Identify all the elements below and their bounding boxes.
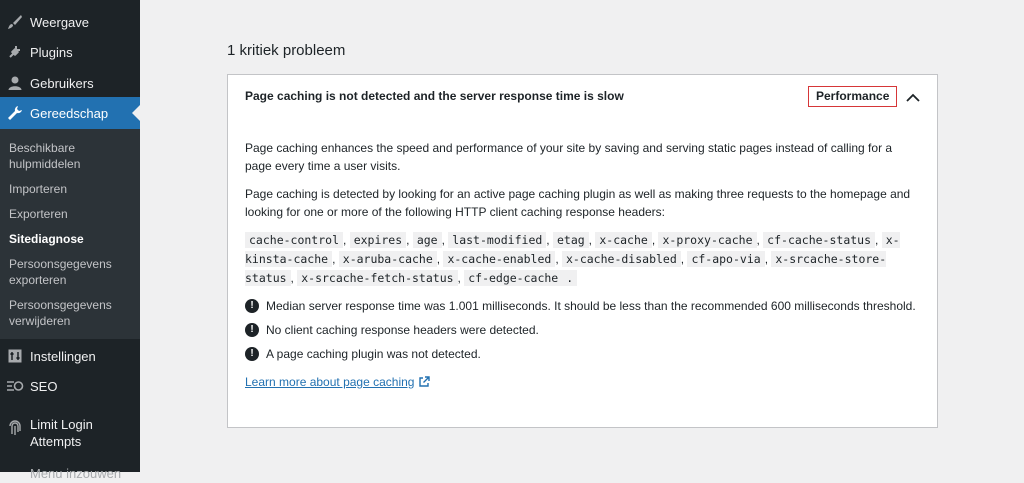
finding-item	[245, 345, 920, 363]
menu-label: SEO	[30, 378, 58, 394]
learn-more-text: Learn more about page caching	[245, 375, 415, 389]
description-paragraph: Page caching enhances the speed and performance of your site by saving and serving static pages instead of calling for a page every time a user visits.	[245, 141, 893, 173]
learn-more-link[interactable]	[245, 373, 430, 391]
issue-body	[245, 139, 920, 391]
header-code: x-cache-disabled	[562, 251, 681, 267]
header-code: last-modified	[448, 232, 546, 248]
header-list: cache-control , expires , age , last-modified , etag , x-cache , x-proxy-cache , cf-cache-status , x-kinsta-cache , x-aruba-cache , x-cache-enabled , x-cache-disabled , cf-apo-via , x-srcache-store-status , x-srcache-fetch-status , cf-edge-cache .	[245, 233, 900, 285]
warning-icon: !	[245, 323, 259, 337]
header-code: x-proxy-cache	[658, 232, 756, 248]
header-code: cf-cache-status	[763, 232, 875, 248]
external-link-icon	[418, 376, 430, 388]
settings-sliders-icon	[0, 348, 30, 364]
menu-item-gereedschap[interactable]	[0, 97, 140, 129]
warning-icon: !	[245, 299, 259, 313]
menu-item-gebruikers[interactable]	[0, 70, 140, 96]
menu-label: Weergave	[30, 14, 90, 30]
submenu-item-importeren[interactable]: Importeren	[9, 182, 68, 196]
submenu-item-persoonsgegevens-verwijderen[interactable]: Persoonsgegevens verwijderen	[9, 298, 112, 328]
menu-item-weergave[interactable]	[0, 9, 140, 35]
header-code: cache-control	[245, 232, 343, 248]
finding-item	[245, 297, 920, 315]
admin-sidebar	[0, 0, 140, 481]
menu-item-instellingen[interactable]	[0, 343, 140, 369]
wrench-icon	[0, 105, 30, 121]
header-code: x-srcache-fetch-status	[297, 270, 457, 286]
submenu-item-exporteren[interactable]: Exporteren	[9, 207, 68, 221]
finding-text: No client caching response headers were detected.	[266, 323, 539, 337]
submenu-item-hulpmiddelen[interactable]: Beschikbare hulpmiddelen	[9, 141, 81, 171]
header-code: x-cache-enabled	[443, 251, 555, 267]
menu-item-seo[interactable]	[0, 373, 140, 399]
menu-item-limit-login-attempts[interactable]	[0, 416, 140, 454]
finding-text: A page caching plugin was not detected.	[266, 347, 481, 361]
menu-item-collapse[interactable]	[0, 463, 140, 483]
header-code: age	[413, 232, 442, 248]
category-badge: Performance	[808, 86, 897, 107]
plugin-icon	[0, 44, 30, 60]
issue-title: Page caching is not detected and the server response time is slow	[245, 89, 624, 103]
header-code: expires	[350, 232, 406, 248]
issue-panel	[227, 74, 938, 428]
detection-paragraph: Page caching is detected by looking for an active page caching plugin as well as making three requests to the homepage and looking for one or more of the following HTTP client caching response headers:	[245, 187, 911, 219]
seo-icon	[0, 378, 30, 394]
menu-label: Plugins	[30, 44, 73, 60]
header-code: cf-apo-via	[687, 251, 764, 267]
menu-label: Gereedschap	[30, 105, 109, 121]
finding-item	[245, 321, 920, 339]
submenu-item-sitediagnose[interactable]: Sitediagnose	[9, 232, 84, 246]
tools-submenu	[0, 129, 140, 339]
finding-text: Median server response time was 1.001 milliseconds. It should be less than the recommended 600 milliseconds threshold.	[266, 299, 916, 313]
fingerprint-icon	[0, 419, 30, 437]
submenu-item-persoonsgegevens-exporteren[interactable]: Persoonsgegevens exporteren	[9, 257, 112, 287]
header-code: x-kinsta-cache	[245, 233, 900, 266]
issue-header[interactable]	[228, 75, 937, 119]
chevron-up-icon[interactable]	[904, 88, 922, 106]
paintbrush-icon	[0, 14, 30, 30]
header-code: cf-edge-cache	[464, 270, 562, 286]
menu-label: Menu inzouwen	[30, 465, 122, 481]
header-code: x-cache	[595, 232, 651, 248]
menu-item-plugins[interactable]	[0, 39, 140, 65]
header-code: etag	[553, 232, 589, 248]
warning-icon: !	[245, 347, 259, 361]
page-heading: 1 kritiek probleem	[227, 42, 346, 59]
menu-label: Limit Login Attempts	[30, 417, 93, 449]
header-code: x-aruba-cache	[339, 251, 437, 267]
menu-label: Instellingen	[30, 348, 96, 364]
user-icon	[0, 75, 30, 91]
header-code: x-srcache-store-status	[245, 252, 887, 285]
menu-label: Gebruikers	[30, 75, 94, 91]
